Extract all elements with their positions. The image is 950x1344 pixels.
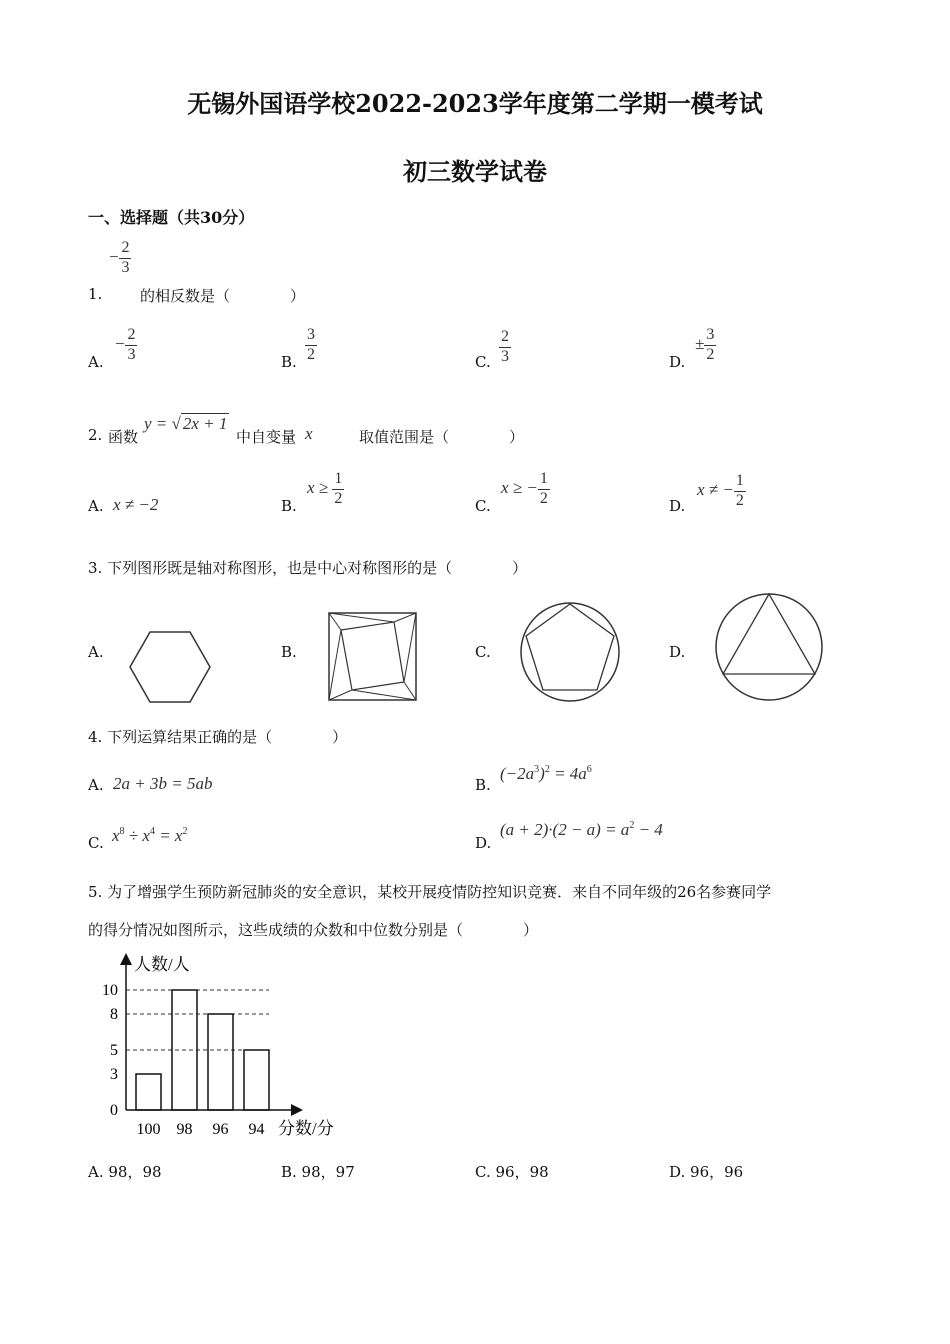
q1-stem-fraction: − $\frac{2}{3}$ — [108, 239, 130, 276]
q2-option-a-expr: x ≠ −2 — [113, 495, 159, 514]
q3-option-a-label: A. — [88, 643, 104, 661]
triangle-in-circle-figure — [714, 592, 824, 702]
q1-option-b-label: B. — [281, 353, 297, 371]
q5-option-a: A. 98，98 — [88, 1163, 162, 1181]
bar-100 — [136, 1074, 161, 1110]
q1-option-a-label: A. — [88, 353, 104, 371]
square-pinwheel-figure — [326, 610, 420, 704]
q3-option-c-label: C. — [475, 643, 491, 661]
q2-option-b-label: B. — [281, 497, 297, 515]
q4-text: 4. 下列运算结果正确的是（ ） — [88, 728, 348, 746]
pinwheel-line-1 — [329, 613, 341, 630]
q2-variable: x — [305, 424, 313, 443]
q1-option-d-expr: ± $\frac{3}{2}$ — [695, 326, 715, 363]
circle-shape — [521, 603, 619, 701]
exam-title: 无锡外国语学校2022-2023学年度第二学期一模考试 — [187, 89, 763, 118]
pinwheel-line-6 — [329, 613, 394, 622]
q3-option-b-label: B. — [281, 643, 297, 661]
x-tick-label-98: 98 — [176, 1121, 193, 1138]
pinwheel-line-7 — [404, 613, 416, 682]
section-title: 一、选择题（共30分） — [88, 208, 255, 227]
q4-option-d-label: D. — [475, 834, 492, 852]
pinwheel-line-8 — [352, 690, 416, 700]
q5-option-c: C. 96，98 — [475, 1163, 549, 1181]
circle-shape — [716, 594, 822, 700]
q1-option-d-label: D. — [669, 353, 686, 371]
q3-text: 3. 下列图形既是轴对称图形，也是中心对称图形的是（ ） — [88, 559, 528, 577]
q1-option-c-expr: $\frac{2}{3}$ — [501, 328, 509, 365]
triangle-shape — [723, 594, 815, 674]
pentagon-in-circle-figure — [519, 601, 621, 703]
q2-text-1: 函数 — [108, 428, 139, 446]
pentagon-shape — [526, 604, 614, 690]
pinwheel-line-5 — [329, 630, 341, 700]
q4-option-c-expr: $x^8 \div x^4 = x^2$ — [112, 826, 188, 845]
q2-text-2: 中自变量 — [236, 428, 297, 446]
q4-option-c-label: C. — [88, 834, 104, 852]
pinwheel-line-4 — [329, 690, 352, 700]
q3-option-d-label: D. — [669, 643, 686, 661]
q1-option-b-expr: $\frac{3}{2}$ — [307, 326, 315, 363]
q2-number: 2. — [88, 426, 103, 444]
q4-option-a-label: A. — [88, 776, 104, 794]
q4-option-a-expr: 2a + 3b = 5ab — [113, 774, 213, 793]
q2-option-a-label: A. — [88, 497, 104, 515]
x-tick-label-100: 100 — [136, 1121, 161, 1138]
q1-number: 1. — [88, 285, 103, 303]
pinwheel-line-2 — [394, 613, 416, 622]
x-tick-label-96: 96 — [212, 1121, 229, 1138]
q5-text-line-2: 的得分情况如图所示，这些成绩的众数和中位数分别是（ ） — [88, 921, 539, 939]
q1-text: 的相反数是（ ） — [140, 287, 306, 305]
q2-option-c-expr: x ≥ − $\frac{1}{2}$ — [501, 470, 548, 507]
q2-function: y = √ 2x + 1 — [144, 414, 228, 433]
bar-94 — [244, 1050, 269, 1110]
q4-option-d-expr: $(a + 2)\cdot(2 - a) = a^2 - 4$ — [500, 820, 663, 839]
exam-subtitle: 初三数学试卷 — [403, 157, 547, 186]
pinwheel-line-3 — [404, 682, 416, 700]
y-tick-label-8: 8 — [110, 1006, 118, 1023]
score-bar-chart — [88, 950, 368, 1145]
q1-option-a-expr: − $\frac{2}{3}$ — [114, 326, 136, 363]
y-tick-label-3: 3 — [110, 1066, 118, 1083]
q2-option-c-label: C. — [475, 497, 491, 515]
bar-96 — [208, 1014, 233, 1110]
y-tick-label-5: 5 — [110, 1042, 118, 1059]
inner-square — [341, 622, 404, 690]
y-tick-label-0: 0 — [110, 1102, 118, 1119]
q2-option-b-expr: x ≥ $\frac{1}{2}$ — [307, 470, 343, 507]
y-tick-label-10: 10 — [102, 982, 118, 999]
q5-option-b: B. 98，97 — [281, 1163, 355, 1181]
x-tick-label-94: 94 — [248, 1121, 265, 1138]
q5-text-line-1: 5. 为了增强学生预防新冠肺炎的安全意识，某校开展疫情防控知识竞赛．来自不同年级的26名参赛同学 — [88, 883, 772, 901]
hexagon-shape — [130, 632, 210, 702]
q4-option-b-label: B. — [475, 776, 491, 794]
q1-option-c-label: C. — [475, 353, 491, 371]
hexagon-figure — [126, 626, 216, 708]
q2-text-3: 取值范围是（ ） — [359, 428, 525, 446]
q4-option-b-expr: $(-2a^3)^2 = 4a^6$ — [500, 764, 592, 783]
q2-option-d-label: D. — [669, 497, 686, 515]
q5-option-d: D. 96，96 — [669, 1163, 744, 1181]
y-axis-label: 人数/人 — [134, 955, 190, 974]
x-axis-label: 分数/分 — [278, 1119, 334, 1138]
q2-option-d-expr: x ≠ − $\frac{1}{2}$ — [697, 472, 744, 509]
